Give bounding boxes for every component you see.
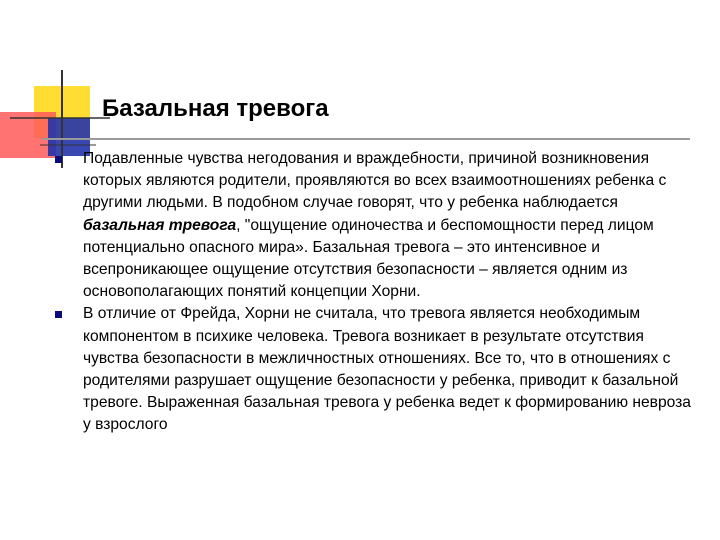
title-divider [42, 138, 690, 140]
bullet-1-text-before: Подавленные чувства негодования и враждебности, причиной возникновения которых являются родители, проявляются во всех взаимоотношениях ребенка с другими людьми. В подобном случае говорят, что у ребенка наблюдается [83, 150, 667, 212]
square-bullet-icon [55, 311, 62, 318]
bullet-item-1 [52, 148, 692, 303]
slide-title: Базальная тревога [102, 95, 329, 122]
bullet-item-2 [52, 303, 692, 436]
bullet-list [52, 148, 692, 437]
bullet-1-text-after: , "ощущение одиночества и беспомощности перед лицом потенциально опасного мира». Базальная тревога – это интенсивное и всепроникающее ощущение отсутствия безопасности – является одним из основополагающих понятий концепции Хорни. [83, 216, 654, 301]
square-bullet-icon [55, 156, 62, 163]
deco-red-block [0, 112, 56, 158]
bullet-1-emphasis: базальная тревога [83, 216, 237, 234]
corner-decoration [0, 0, 120, 170]
bullet-2-text: В отличие от Фрейда, Хорни не считала, что тревога является необходимым компонентом в психике человека. Тревога возникает в результате отсутствия чувства безопасности в межличностных отношениях. Все то, что в отношениях с родителями разрушает ощущение безопасности у ребенка, приводит к базальной тревоге. Выраженная базальная тревога у ребенка ведет к формированию невроза у взрослого [83, 305, 691, 434]
